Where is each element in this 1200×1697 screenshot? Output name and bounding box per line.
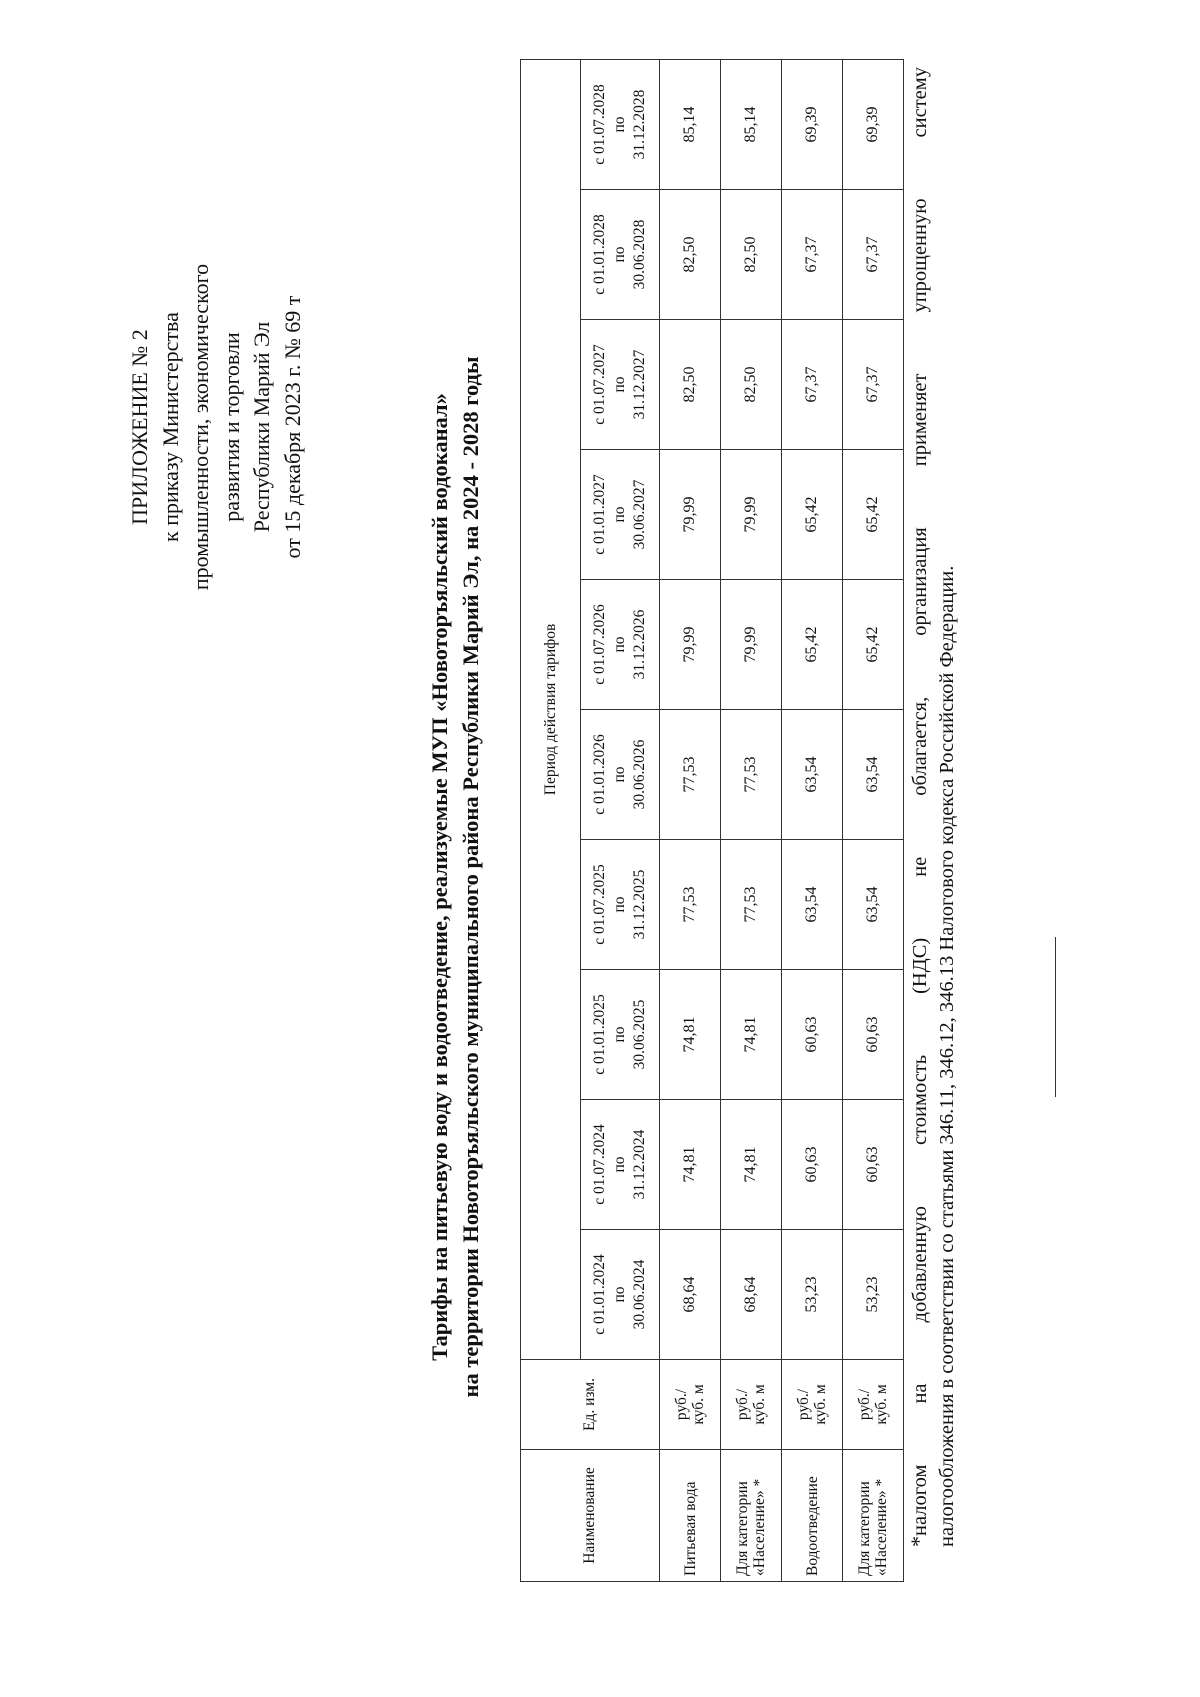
tariff-value: 60,63: [782, 1100, 843, 1230]
tariff-value: 60,63: [843, 1100, 904, 1230]
tariff-value: 65,42: [843, 450, 904, 580]
tariff-value: 74,81: [721, 970, 782, 1100]
row-unit: [660, 1360, 721, 1450]
row-name-line: Для категории: [856, 1481, 873, 1576]
period-conj: по: [611, 246, 628, 263]
header-unit: Ед. изм.: [521, 1360, 660, 1450]
row-name-line: «Население» *: [751, 1478, 768, 1576]
unit-line: руб./: [673, 1388, 690, 1421]
period-conj: по: [611, 766, 628, 783]
period-to: 31.12.2027: [631, 349, 648, 420]
period-header: [581, 970, 660, 1100]
row-name: [782, 1450, 843, 1582]
tariff-value: 82,50: [660, 320, 721, 450]
tariff-value: 63,54: [843, 840, 904, 970]
period-conj: по: [611, 636, 628, 653]
tariff-value: 60,63: [843, 970, 904, 1100]
row-unit: [782, 1360, 843, 1450]
tariff-value: 85,14: [660, 59, 721, 189]
tariff-value: 63,54: [782, 840, 843, 970]
appendix-header: [125, 157, 308, 697]
appendix-line: ПРИЛОЖЕНИЕ № 2: [127, 329, 152, 525]
row-name-line: Для категории: [734, 1481, 751, 1576]
header-name: Наименование: [521, 1450, 660, 1582]
period-header: [581, 580, 660, 710]
period-to: 31.12.2024: [631, 1129, 648, 1200]
period-from: с 01.07.2024: [591, 1124, 608, 1205]
title-line: на территории Новоторъяльского муниципального района Республики Марий Эл, на 2024 - 2028 годы: [458, 356, 483, 1398]
table-row: [782, 59, 843, 1581]
footnote-line: налогообложения в соответствии со статьями 346.11, 346.12, 346.13 Налогового кодекса Российской Федерации.: [936, 565, 958, 1547]
tariff-value: 77,53: [721, 710, 782, 840]
period-header: [581, 59, 660, 189]
period-conj: по: [611, 506, 628, 523]
table-row: [721, 59, 782, 1581]
period-header: [581, 190, 660, 320]
appendix-line: развития и торговли: [218, 332, 244, 522]
period-header: [581, 320, 660, 450]
unit-line: куб. м: [873, 1384, 890, 1425]
period-header: [581, 450, 660, 580]
tariff-value: 74,81: [660, 970, 721, 1100]
tariff-value: 79,99: [721, 580, 782, 710]
tariff-value: 82,50: [660, 190, 721, 320]
appendix-line: промышленности, экономического: [188, 263, 213, 591]
tariff-value: 77,53: [660, 710, 721, 840]
tariff-value: 85,14: [721, 59, 782, 189]
tariff-value: 74,81: [721, 1100, 782, 1230]
period-from: с 01.07.2025: [591, 864, 608, 945]
period-to: 31.12.2025: [631, 869, 648, 940]
tariff-value: 67,37: [843, 320, 904, 450]
period-conj: по: [611, 1026, 628, 1043]
period-conj: по: [611, 116, 628, 133]
period-conj: по: [611, 1156, 628, 1173]
tariff-value: 67,37: [782, 320, 843, 450]
table-row: [843, 59, 904, 1581]
tariff-value: 68,64: [660, 1230, 721, 1360]
period-from: с 01.01.2028: [591, 214, 608, 295]
unit-line: руб./: [734, 1388, 751, 1421]
row-name: [843, 1450, 904, 1582]
period-header: [581, 710, 660, 840]
header-period: Период действия тарифов: [521, 59, 581, 1359]
appendix-line: от 15 декабря 2023 г. № 69 т: [279, 295, 305, 559]
appendix-line: к приказу Министерства: [157, 312, 183, 542]
period-to: 31.12.2028: [631, 89, 648, 160]
title-line: Тарифы на питьевую воду и водоотведение, реализуемые МУП «Новоторъяльский водоканал»: [427, 393, 452, 1361]
period-from: с 01.07.2028: [591, 84, 608, 165]
period-from: с 01.01.2024: [591, 1254, 608, 1335]
unit-line: руб./: [856, 1388, 873, 1421]
period-header: [581, 1100, 660, 1230]
row-name: [721, 1450, 782, 1582]
tariff-value: 74,81: [660, 1100, 721, 1230]
tariff-value: 82,50: [721, 190, 782, 320]
period-conj: по: [611, 376, 628, 393]
period-to: 30.06.2025: [631, 999, 648, 1070]
footnote-line: [905, 67, 934, 1547]
row-name: [660, 1450, 721, 1582]
tariff-value: 79,99: [660, 580, 721, 710]
tariff-value: 63,54: [843, 710, 904, 840]
tariff-value: 65,42: [843, 580, 904, 710]
period-to: 30.06.2027: [631, 479, 648, 550]
row-unit: [843, 1360, 904, 1450]
row-name-line: Водоотведение: [803, 1476, 821, 1576]
row-name-line: «Население» *: [873, 1478, 890, 1576]
tariff-value: 77,53: [660, 840, 721, 970]
tariff-value: 69,39: [843, 59, 904, 189]
unit-line: куб. м: [751, 1384, 768, 1425]
document-title: [424, 137, 486, 1617]
tariff-value: 79,99: [721, 450, 782, 580]
period-header: [581, 840, 660, 970]
tariff-value: 67,37: [843, 190, 904, 320]
period-header: [581, 1230, 660, 1360]
tariff-table: [520, 59, 904, 1582]
unit-line: руб./: [795, 1388, 812, 1421]
footnote: [905, 67, 961, 1547]
unit-line: куб. м: [690, 1384, 707, 1425]
period-from: с 01.01.2027: [591, 474, 608, 555]
tariff-value: 68,64: [721, 1230, 782, 1360]
tariff-value: 63,54: [782, 710, 843, 840]
period-from: с 01.07.2027: [591, 344, 608, 425]
period-from: с 01.01.2025: [591, 994, 608, 1075]
tariff-value: 65,42: [782, 580, 843, 710]
period-conj: по: [611, 896, 628, 913]
tariff-value: 69,39: [782, 59, 843, 189]
appendix-line: Республики Марий Эл: [249, 321, 274, 533]
period-to: 31.12.2026: [631, 609, 648, 680]
row-unit: [721, 1360, 782, 1450]
tariff-value: 79,99: [660, 450, 721, 580]
tariff-value: 67,37: [782, 190, 843, 320]
footnote-text: налогом на добавленную стоимость (НДС) не облагается, организация применяет упрощенную систему: [909, 67, 931, 1536]
footnote-star: *: [906, 1536, 931, 1547]
period-to: 30.06.2024: [631, 1259, 648, 1330]
row-name-line: Питьевая вода: [681, 1481, 699, 1576]
tariff-value: 53,23: [782, 1230, 843, 1360]
period-to: 30.06.2028: [631, 219, 648, 290]
tariff-value: 60,63: [782, 970, 843, 1100]
tariff-value: 82,50: [721, 320, 782, 450]
period-to: 30.06.2026: [631, 739, 648, 810]
unit-line: куб. м: [812, 1384, 829, 1425]
tariff-value: 53,23: [843, 1230, 904, 1360]
period-from: с 01.07.2026: [591, 604, 608, 685]
period-conj: по: [611, 1286, 628, 1303]
table-row: [660, 59, 721, 1581]
separator-line: [1055, 937, 1056, 1097]
tariff-value: 77,53: [721, 840, 782, 970]
tariff-value: 65,42: [782, 450, 843, 580]
period-from: с 01.01.2026: [591, 734, 608, 815]
